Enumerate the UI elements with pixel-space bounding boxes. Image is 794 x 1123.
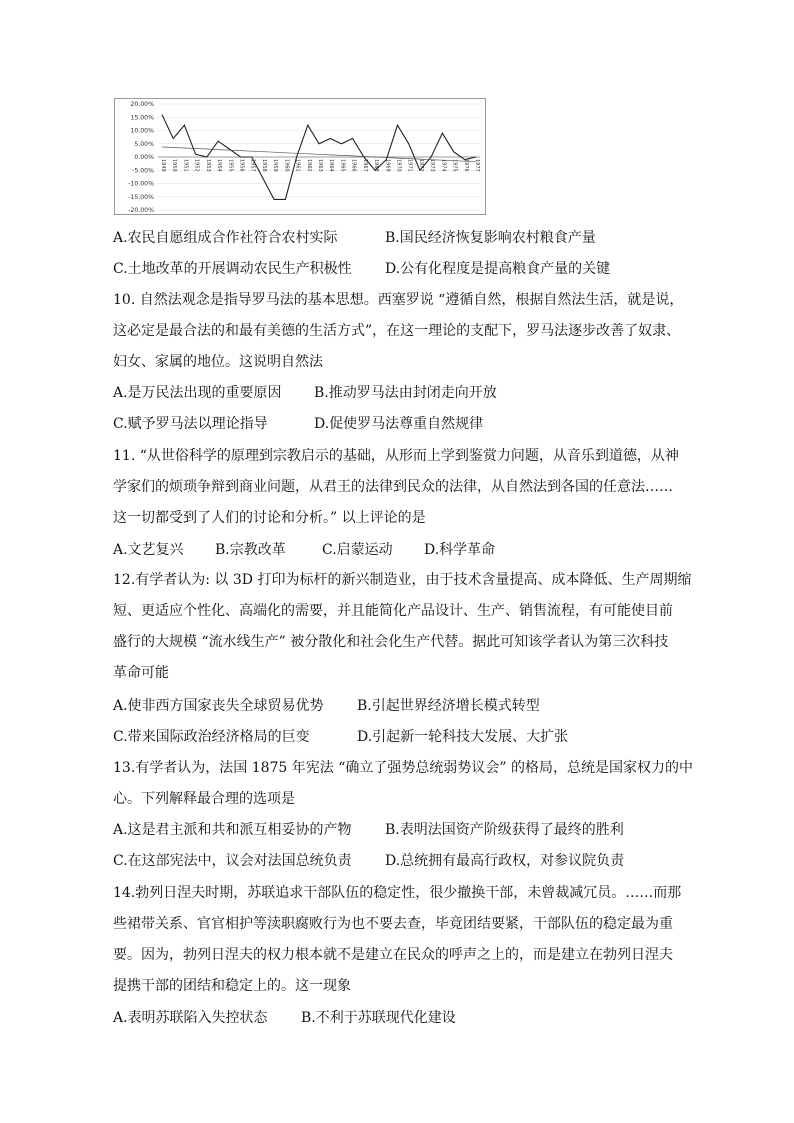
q10-option-d: D.促使罗马法尊重自然规律 [314,416,484,432]
q12-option-b: B.引起世界经济增长模式转型 [357,698,540,714]
x-tick-label: 1968 [373,159,380,172]
q10-option-c: C.赋予罗马法以理论指导 [113,416,268,432]
q14-option-b: B.不利于苏联现代化建设 [301,1010,456,1026]
x-tick-label: 1952 [193,159,200,172]
q13-option-d: D.总统拥有最高行政权，对参议院负责 [385,853,625,869]
q9-option-d: D.公有化程度是提高粮食产量的关键 [385,261,611,277]
x-tick-label: 1975 [451,159,458,172]
q13-option-a: A.这是君主派和共和派互相妥协的产物 [113,822,352,838]
x-tick-label: 1964 [328,159,335,172]
q11-stem-line3: 这一切都受到了人们的讨论和分析。” 以上评论的是 [113,510,426,526]
x-tick-label: 1962 [305,159,312,172]
q13-stem-line2: 心。下列解释最合理的选项是 [113,791,295,807]
x-axis [160,159,480,172]
x-tick-label: 1955 [227,159,234,172]
y-tick-label: 0.00% [134,154,154,162]
q11-option-d: D.科学革命 [424,542,496,558]
q14-stem-line4: 提携干部的团结和稳定上的。这一现象 [113,978,351,994]
y-tick-label: 15.00% [130,114,154,122]
x-tick-label: 1959 [272,159,279,172]
grain-growth-chart [114,98,486,215]
q11-option-c: C.启蒙运动 [322,542,393,558]
q10-stem-line1: 10. 自然法观念是指导罗马法的基本思想。西塞罗说 “遵循自然，根据自然法生活，就是说， [113,292,684,308]
q12-stem-line4: 革命可能 [113,665,169,681]
q10-stem-line3: 妇女、家属的地位。这说明自然法 [113,354,323,370]
x-tick-label: 1977 [474,159,480,172]
x-tick-label: 1970 [395,159,402,172]
y-tick-label: 5.00% [134,140,154,148]
x-tick-label: 1956 [238,159,245,172]
y-tick-label: 20.00% [130,101,154,109]
x-tick-label: 1950 [171,159,178,172]
x-tick-label: 1949 [160,159,166,172]
y-tick-label: -5.00% [132,167,154,175]
q13-stem-line1: 13.有学者认为，法国 1875 年宪法 “确立了强势总统弱势议会” 的格局，总统是国家权力的中 [113,760,694,776]
x-tick-label: 1972 [417,159,424,172]
y-tick-label: 10.00% [130,127,154,135]
q13-option-c: C.在这部宪法中，议会对法国总统负责 [113,853,352,869]
x-tick-label: 1976 [462,159,469,172]
x-tick-label: 1960 [283,159,290,172]
q12-option-d: D.引起新一轮科技大发展、大扩张 [357,729,569,745]
x-tick-label: 1974 [440,159,447,172]
x-tick-label: 1965 [339,159,346,172]
q9-option-c: C.土地改革的开展调动农民生产积极性 [113,261,352,277]
q9-option-b: B.国民经济恢复影响农村粮食产量 [385,230,596,246]
q14-stem-line1: 14.勃列日涅夫时期，苏联追求干部队伍的稳定性，很少撤换干部，未曾裁减冗员。……而那 [113,885,682,901]
q14-option-a: A.表明苏联陷入失控状态 [113,1010,268,1026]
q11-option-a: A.文艺复兴 [113,542,184,558]
q14-stem-line2: 些裙带关系、官官相护等渎职腐败行为也不要去查，毕竟团结要紧，干部队伍的稳定最为重 [113,916,673,932]
q11-stem-line1: 11. “从世俗科学的原理到宗教启示的基础，从形而上学到鉴赏力问题，从音乐到道德，从神 [113,448,679,464]
x-tick-label: 1973 [429,159,436,172]
x-tick-label: 1951 [182,159,189,172]
x-tick-label: 1969 [384,159,391,172]
q10-option-b: B.推动罗马法由封闭走向开放 [314,385,497,401]
x-tick-label: 1954 [216,159,223,172]
x-tick-label: 1971 [406,159,413,172]
x-tick-label: 1958 [260,159,267,172]
y-tick-label: -20.00% [128,207,154,215]
x-tick-label: 1961 [294,159,301,172]
q12-option-a: A.使非西方国家丧失全球贸易优势 [113,698,324,714]
q12-stem-line1: 12.有学者认为: 以 3D 打印为标杆的新兴制造业，由于技术含量提高、成本降低、生产周期缩 [113,572,692,588]
q11-stem-line2: 学家们的烦琐争辩到商业问题，从君王的法律到民众的法律，从自然法到各国的任意法…… [113,479,673,495]
x-tick-label: 1953 [204,159,211,172]
q9-option-a: A.农民自愿组成合作社符合农村实际 [113,230,338,246]
q11-option-b: B.宗教改革 [215,542,286,558]
q10-stem-line2: 这必定是最合法的和最有美德的生活方式”，在这一理论的支配下，罗马法逐步改善了奴隶、 [113,323,681,339]
q10-option-a: A.是万民法出现的重要原因 [113,385,282,401]
x-tick-label: 1966 [350,159,357,172]
q12-stem-line2: 短、更适应个性化、高端化的需要，并且能简化产品设计、生产、销售流程，有可能使目前 [113,603,673,619]
q13-option-b: B.表明法国资产阶级获得了最终的胜利 [385,822,624,838]
chart-frame [115,99,486,215]
q14-stem-line3: 要。因为，勃列日涅夫的权力根本就不是建立在民众的呼声之上的，而是建立在勃列日涅夫 [113,947,673,963]
y-tick-label: -15.00% [128,193,154,201]
x-tick-label: 1967 [361,159,368,172]
q12-stem-line3: 盛行的大规模 “流水线生产” 被分散化和社会化生产代替。据此可知该学者认为第三次科技 [113,634,669,650]
q12-option-c: C.带来国际政治经济格局的巨变 [113,729,310,745]
y-tick-label: -10.00% [128,180,154,188]
x-tick-label: 1963 [317,159,323,172]
x-tick-label: 1957 [249,159,256,172]
